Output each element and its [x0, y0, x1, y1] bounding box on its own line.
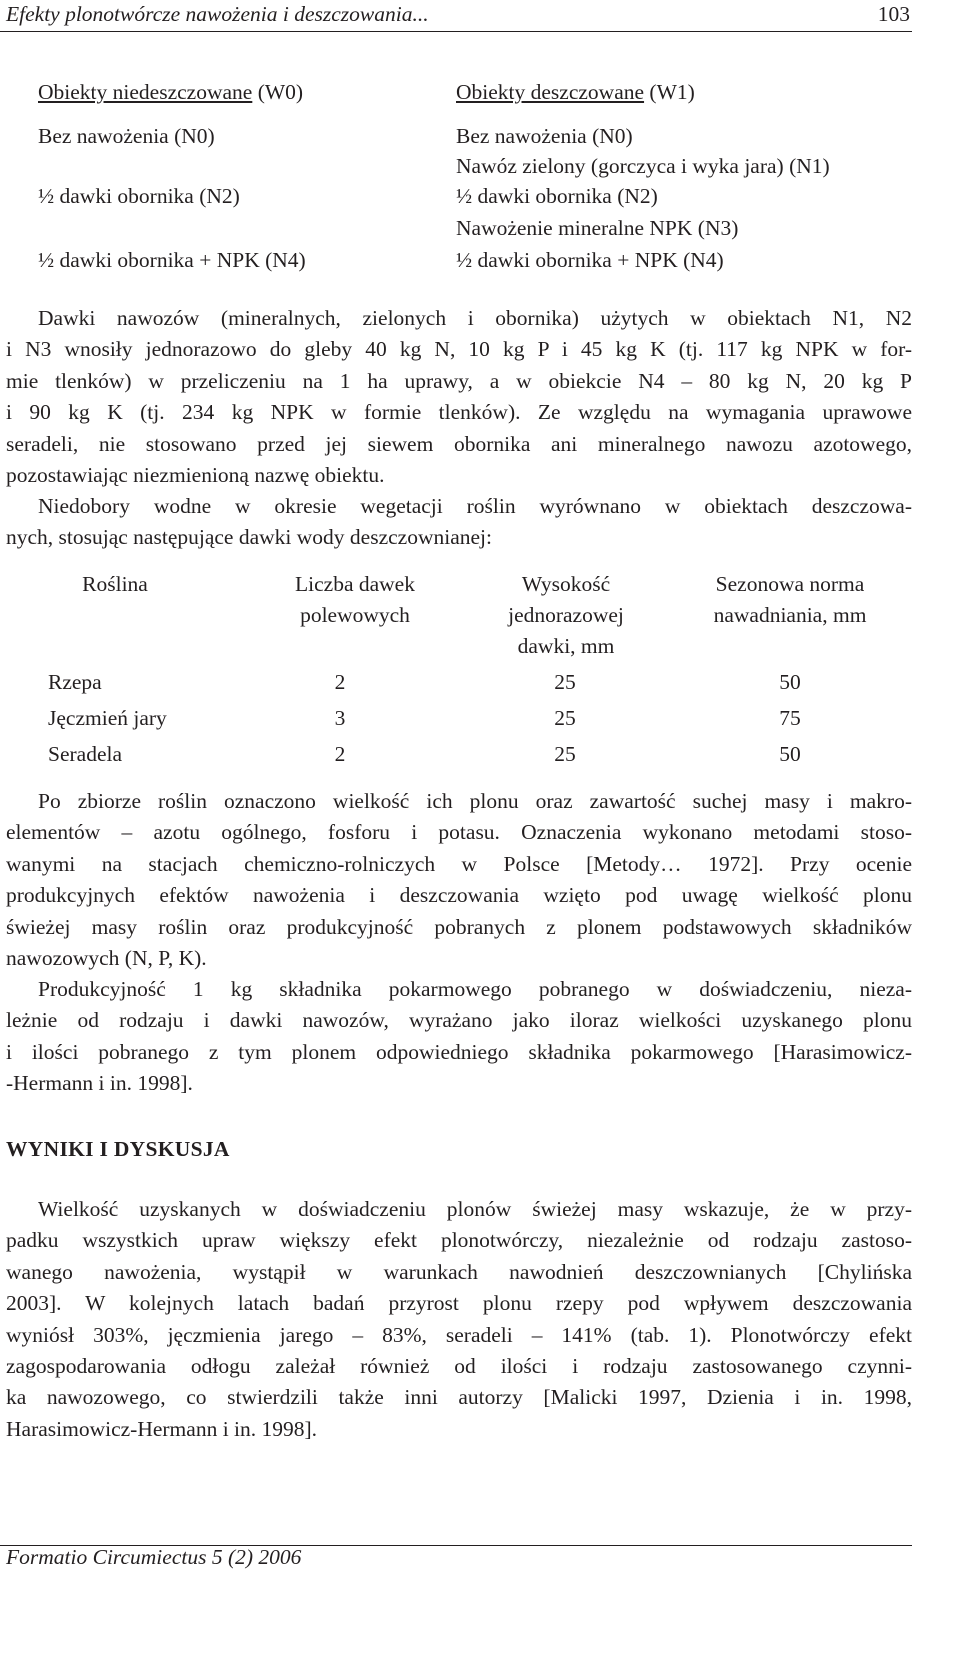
paragraph-line: -Hermann i in. 1998]. [6, 1071, 193, 1096]
table-cell-seasonal-norm: 50 [779, 742, 801, 766]
table-cell-dose-count: 2 [334, 742, 346, 766]
objects-right-item: Nawóz zielony (gorczyca i wyka jara) (N1) [456, 154, 830, 178]
table-cell-dose-count: 3 [334, 706, 346, 730]
objects-left-item: Bez nawożenia (N0) [38, 124, 215, 148]
objects-right-heading-text: Obiekty deszczowane [456, 80, 645, 104]
paragraph-line: zagospodarowania odłogu zależał również od ilości i rodzaju zastosowanego czynni- [6, 1353, 912, 1378]
table-cell-single-dose: 25 [554, 706, 576, 730]
paragraph-line: ka nawozowego, co stwierdzili także inni autorzy [Malicki 1997, Dzienia i in. 1998, [6, 1385, 912, 1410]
paragraph-line: Harasimowicz-Hermann i in. 1998]. [6, 1416, 318, 1441]
header-rule [0, 31, 912, 32]
paragraph-line: Produkcyjność 1 kg składnika pokarmowego pobranego w doświadczeniu, nieza- [38, 977, 912, 1001]
table-header-dose-count: polewowych [300, 603, 410, 627]
objects-right-item: Nawożenie mineralne NPK (N3) [456, 216, 739, 240]
paragraph-line: nawozowych (N, P, K). [6, 945, 207, 970]
paragraph-line: seradeli, nie stosowano przed jej siewem obornika ani mineralnego nawozu azotowego, [6, 431, 912, 456]
objects-right-heading [456, 80, 695, 105]
paragraph-harvest-analysis [6, 786, 912, 974]
paragraph-line: Wielkość uzyskanych w doświadczeniu plonów świeżej masy wskazuje, że w przy- [38, 1197, 912, 1221]
paragraph-line: nych, stosując następujące dawki wody deszczownianej: [6, 525, 492, 550]
objects-right-item: ½ dawki obornika (N2) [456, 184, 658, 208]
paragraph-line: wyniósł 303%, jęczmienia jarego – 83%, seradeli – 141% (tab. 1). Plonotwórczy efekt [6, 1322, 912, 1347]
table-cell-plant: Seradela [48, 742, 123, 766]
paragraph-line: elementów – azotu ogólnego, fosforu i potasu. Oznaczenia wykonano metodami stoso- [6, 820, 912, 845]
paragraph-line: 2003]. W kolejnych latach badań przyrost plonu rzepy pod wpływem deszczowania [6, 1291, 912, 1316]
table-header-dose-count: Liczba dawek [295, 572, 415, 596]
objects-right-heading-code: (W1) [644, 80, 695, 104]
paragraph-line: Dawki nawozów (mineralnych, zielonych i obornika) użytych w obiektach N1, N2 [38, 306, 912, 330]
table-cell-seasonal-norm: 50 [779, 670, 801, 694]
table-header-single-dose: dawki, mm [517, 634, 615, 658]
table-header-seasonal-norm: nawadniania, mm [713, 603, 867, 627]
table-cell-plant: Rzepa [48, 670, 102, 694]
paragraph-nutrient-productivity [6, 974, 912, 1100]
paragraph-line: i N3 wnosiły jednorazowo do gleby 40 kg N, 10 kg P i 45 kg K (tj. 117 kg NPK w for- [6, 337, 912, 362]
table-cell-dose-count: 2 [334, 670, 346, 694]
table-cell-plant: Jęczmień jary [48, 706, 167, 730]
paragraph-line: wanymi na stacjach chemiczno-rolniczych w Polsce [Metody… 1972]. Przy ocenie [6, 851, 912, 876]
paragraph-results [6, 1194, 912, 1445]
paragraph-line: świeżej masy roślin oraz produkcyjność pobranych z plonem podstawowych składników [6, 914, 912, 939]
page-number: 103 [877, 2, 910, 26]
paragraph-line: mie tlenków) w przeliczeniu na 1 ha uprawy, a w obiekcie N4 – 80 kg N, 20 kg P [6, 368, 912, 393]
paragraph-fertilizer-doses [6, 303, 912, 491]
table-header-single-dose: Wysokość [521, 572, 611, 596]
running-title: Efekty plonotwórcze nawożenia i deszczowania... [6, 2, 429, 26]
objects-right-item: ½ dawki obornika + NPK (N4) [456, 248, 724, 272]
journal-footer: Formatio Circumiectus 5 (2) 2006 [6, 1545, 302, 1569]
objects-left-heading [38, 80, 303, 105]
paragraph-line: i ilości pobranego z tym plonem odpowiedniego składnika pokarmowego [Harasimowicz- [6, 1039, 912, 1064]
paragraph-line: produkcyjnych efektów nawożenia i deszczowania wzięto pod uwagę wielkość plonu [6, 883, 912, 908]
objects-left-heading-text: Obiekty niedeszczowane [38, 80, 253, 104]
table-header-single-dose: jednorazowej [508, 603, 624, 627]
section-heading: WYNIKI I DYSKUSJA [6, 1137, 230, 1161]
paragraph-line: i 90 kg K (tj. 234 kg NPK w formie tlenków). Ze względu na wymagania uprawowe [6, 400, 912, 425]
objects-left-item: ½ dawki obornika + NPK (N4) [38, 248, 306, 272]
paragraph-line: Po zbiorze roślin oznaczono wielkość ich plonu oraz zawartość suchej masy i makro- [38, 789, 912, 813]
paragraph-water-deficit [6, 491, 912, 554]
table-cell-single-dose: 25 [554, 742, 576, 766]
table-cell-seasonal-norm: 75 [779, 706, 801, 730]
table-cell-single-dose: 25 [554, 670, 576, 694]
paragraph-line: pozostawiając niezmienioną nazwę obiektu. [6, 462, 385, 487]
objects-left-heading-code: (W0) [252, 80, 304, 104]
paragraph-line: Niedobory wodne w okresie wegetacji roślin wyrównano w obiektach deszczowa- [38, 494, 912, 518]
objects-left-item: ½ dawki obornika (N2) [38, 184, 240, 208]
paragraph-line: wanego nawożenia, wystąpił w warunkach nawodnień deszczownianych [Chylińska [6, 1259, 912, 1284]
paragraph-line: leżnie od rodzaju i dawki nawozów, wyrażano jako iloraz wielkości uzyskanego plonu [6, 1008, 912, 1033]
objects-right-item: Bez nawożenia (N0) [456, 124, 633, 148]
paragraph-line: padku wszystkich upraw większy efekt plonotwórczy, niezależnie od rodzaju zastoso- [6, 1228, 912, 1253]
table-header-plant: Roślina [82, 572, 148, 596]
table-header-seasonal-norm: Sezonowa norma [715, 572, 865, 596]
